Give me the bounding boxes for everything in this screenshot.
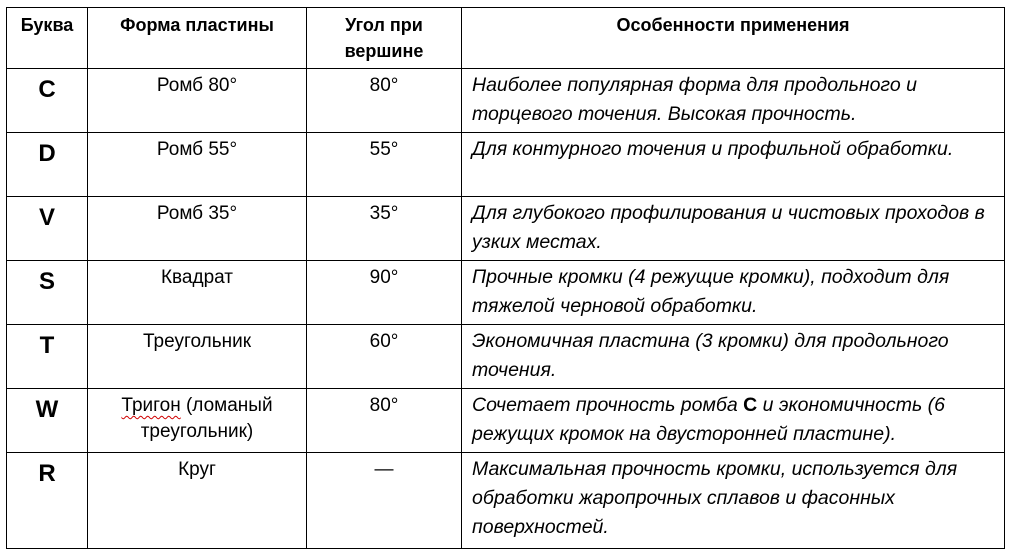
shape-cell: Квадрат [88, 261, 307, 325]
angle-cell: 80° [307, 389, 462, 453]
shape-cell: Ромб 35° [88, 197, 307, 261]
table-row [7, 453, 1005, 549]
description-cell: Наиболее популярная форма для продольного и торцевого точения. Высокая прочность. [462, 69, 1005, 133]
table-row [7, 69, 1005, 133]
shape-cell [88, 389, 307, 453]
description-cell: Максимальная прочность кромки, используется для обработки жаропрочных сплавов и фасонных поверхностей. [462, 453, 1005, 549]
angle-cell: 55° [307, 133, 462, 197]
letter-cell: S [7, 261, 88, 325]
header-angle: Угол при вершине [307, 8, 462, 69]
angle-cell: 90° [307, 261, 462, 325]
misspelled-word: Тригон [121, 395, 181, 416]
letter-cell: W [7, 389, 88, 453]
header-description: Особенности применения [462, 8, 1005, 69]
insert-shapes-table [6, 7, 1005, 549]
shape-text-rest: (ломаный треугольник) [140, 395, 273, 442]
angle-cell: 60° [307, 325, 462, 389]
description-cell: Для контурного точения и профильной обработки. [462, 133, 1005, 197]
letter-cell: V [7, 197, 88, 261]
header-letter: Буква [7, 8, 88, 69]
description-text-after: и экономичность (6 режущих кромок на двусторонней пластине). [472, 394, 945, 445]
letter-cell: T [7, 325, 88, 389]
table-row [7, 197, 1005, 261]
description-cell: Прочные кромки (4 режущие кромки), подходит для тяжелой черновой обработки. [462, 261, 1005, 325]
description-cell: Экономичная пластина (3 кромки) для продольного точения. [462, 325, 1005, 389]
letter-cell: R [7, 453, 88, 549]
letter-cell: D [7, 133, 88, 197]
angle-cell: — [307, 453, 462, 549]
description-bold-letter: C [743, 394, 758, 416]
letter-cell: C [7, 69, 88, 133]
table-row [7, 261, 1005, 325]
table-row [7, 133, 1005, 197]
description-text-before: Сочетает прочность ромба [472, 394, 744, 416]
shape-cell: Круг [88, 453, 307, 549]
angle-cell: 35° [307, 197, 462, 261]
angle-cell: 80° [307, 69, 462, 133]
shape-cell: Ромб 80° [88, 69, 307, 133]
table-header-row [7, 8, 1005, 69]
description-cell: Для глубокого профилирования и чистовых проходов в узких местах. [462, 197, 1005, 261]
shape-cell: Ромб 55° [88, 133, 307, 197]
shape-cell: Треугольник [88, 325, 307, 389]
table-row [7, 389, 1005, 453]
table-row [7, 325, 1005, 389]
description-cell [462, 389, 1005, 453]
header-shape: Форма пластины [88, 8, 307, 69]
